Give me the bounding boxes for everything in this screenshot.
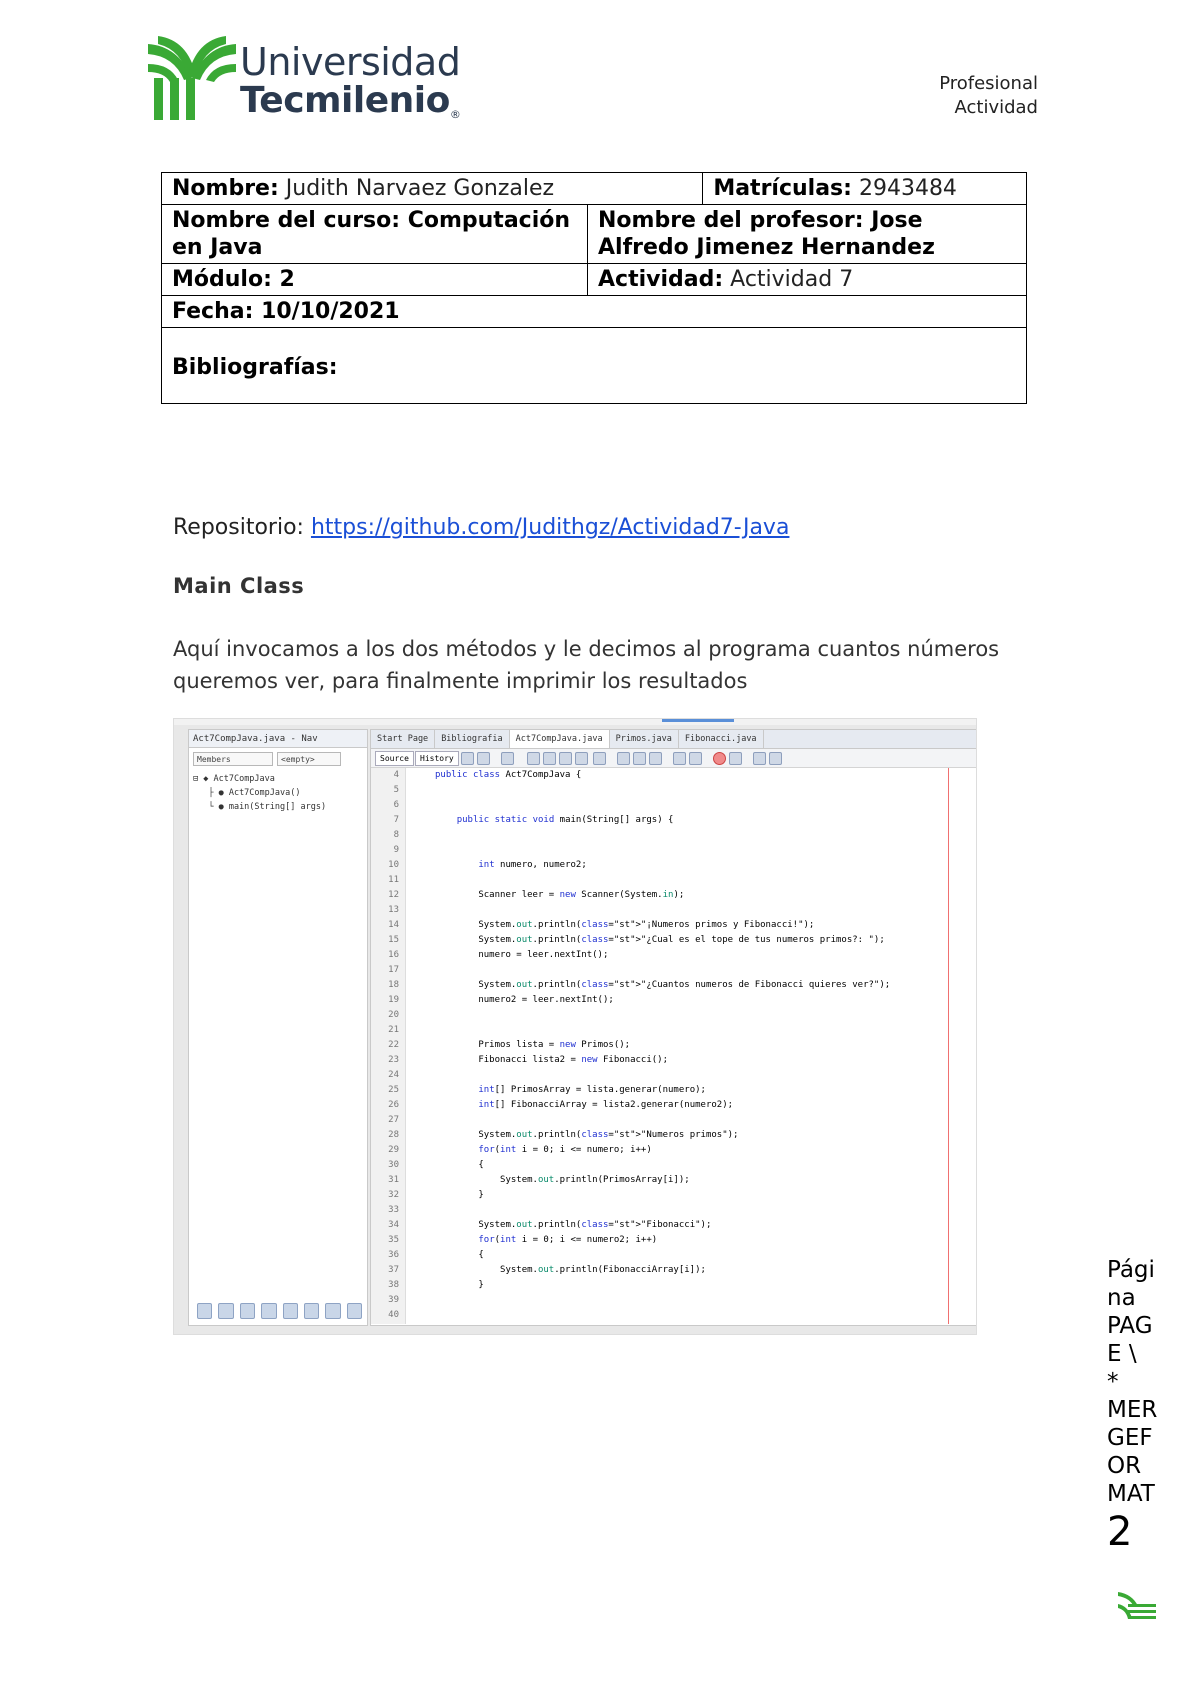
toolbar-icon[interactable] bbox=[633, 752, 646, 765]
nav-tool-icon[interactable] bbox=[283, 1303, 298, 1319]
line-number: 36 bbox=[388, 1250, 399, 1260]
toolbar-icon[interactable] bbox=[593, 752, 606, 765]
nav-tool-icon[interactable] bbox=[261, 1303, 276, 1319]
code-line bbox=[371, 918, 977, 933]
toolbar-icon[interactable] bbox=[501, 752, 514, 765]
line-number: 10 bbox=[388, 860, 399, 870]
code-line bbox=[371, 1023, 977, 1038]
history-button[interactable]: History bbox=[415, 751, 459, 766]
nombre-cell: Nombre: Judith Narvaez Gonzalez bbox=[162, 173, 703, 205]
code-line bbox=[371, 933, 977, 948]
line-number: 25 bbox=[388, 1085, 399, 1095]
code-line bbox=[371, 1113, 977, 1128]
code-text: System.out.println(PrimosArray[i]); bbox=[435, 1175, 690, 1185]
line-number: 38 bbox=[388, 1280, 399, 1290]
code-line bbox=[371, 798, 977, 813]
code-text: numero = leer.nextInt(); bbox=[435, 950, 609, 960]
line-number: 14 bbox=[388, 920, 399, 930]
navigator-tab[interactable]: Act7CompJava.java - Nav bbox=[189, 730, 367, 748]
line-number: 32 bbox=[388, 1190, 399, 1200]
code-line bbox=[371, 1128, 977, 1143]
line-number: 11 bbox=[388, 875, 399, 885]
code-line bbox=[371, 1188, 977, 1203]
toolbar-icon[interactable] bbox=[559, 752, 572, 765]
code-line bbox=[371, 1038, 977, 1053]
code-text: System.out.println(class="st">"Fibonacci"); bbox=[435, 1220, 712, 1230]
code-line bbox=[371, 1053, 977, 1068]
toolbar-icon[interactable] bbox=[575, 752, 588, 765]
page-field-line: E \ bbox=[1107, 1341, 1137, 1367]
filter-combo[interactable]: <empty> bbox=[277, 752, 341, 766]
code-text: System.out.println(class="st">"¿Cuantos numeros de Fibonacci quieres ver?"); bbox=[435, 980, 891, 990]
code-line bbox=[371, 1158, 977, 1173]
toolbar-icon[interactable] bbox=[461, 752, 474, 765]
code-text: public static void main(String[] args) { bbox=[456, 815, 674, 825]
code-line bbox=[371, 873, 977, 888]
line-number: 13 bbox=[388, 905, 399, 915]
page-field-line: GEF bbox=[1107, 1425, 1153, 1451]
nav-tool-icon[interactable] bbox=[347, 1303, 362, 1319]
line-number: 4 bbox=[393, 770, 399, 780]
page-field-line: * bbox=[1107, 1369, 1119, 1395]
code-line bbox=[371, 1098, 977, 1113]
actividad-cell: Actividad: Actividad 7 bbox=[588, 264, 1027, 296]
repo-link[interactable]: https://github.com/Judithgz/Actividad7-Java bbox=[310, 515, 790, 540]
footer-logo-icon bbox=[1118, 1588, 1156, 1626]
code-text: System.out.println(class="st">"¿Cual es el tope de tus numeros primos?: "); bbox=[435, 935, 885, 945]
line-number: 24 bbox=[388, 1070, 399, 1080]
code-text: int[] FibonacciArray = lista2.generar(numero2); bbox=[478, 1100, 734, 1110]
page-field-line: OR bbox=[1107, 1453, 1142, 1479]
members-combo[interactable]: Members bbox=[193, 752, 273, 766]
line-number: 21 bbox=[388, 1025, 399, 1035]
code-text: for(int i = 0; i <= numero; i++) bbox=[478, 1145, 652, 1155]
line-number: 23 bbox=[388, 1055, 399, 1065]
code-line bbox=[371, 843, 977, 858]
line-number: 30 bbox=[388, 1160, 399, 1170]
ide-screenshot bbox=[173, 718, 977, 1335]
toolbar-icon[interactable] bbox=[769, 752, 782, 765]
modulo-cell: Módulo: 2 bbox=[162, 264, 588, 296]
code-text: } bbox=[435, 1190, 484, 1200]
code-line bbox=[371, 1278, 977, 1293]
code-text: System.out.println(class="st">"Numeros primos"); bbox=[435, 1130, 739, 1140]
line-number: 28 bbox=[388, 1130, 399, 1140]
code-line bbox=[371, 1143, 977, 1158]
tree-item-class[interactable]: ⊟ ◆ Act7CompJava bbox=[193, 774, 275, 784]
line-number: 15 bbox=[388, 935, 399, 945]
toolbar-icon[interactable] bbox=[689, 752, 702, 765]
code-line bbox=[371, 1008, 977, 1023]
header-profesional: Profesional bbox=[939, 73, 1038, 94]
nav-tool-icon[interactable] bbox=[325, 1303, 340, 1319]
code-text: Fibonacci lista2 = new Fibonacci(); bbox=[435, 1055, 669, 1065]
university-logo bbox=[148, 34, 478, 124]
record-icon[interactable] bbox=[713, 752, 726, 765]
code-text: int[] PrimosArray = lista.generar(numero); bbox=[478, 1085, 706, 1095]
page-field-line: MER bbox=[1107, 1397, 1158, 1423]
code-line bbox=[371, 1233, 977, 1248]
line-number: 8 bbox=[393, 830, 399, 840]
toolbar-icon[interactable] bbox=[649, 752, 662, 765]
line-number: 18 bbox=[388, 980, 399, 990]
toolbar-icon[interactable] bbox=[753, 752, 766, 765]
line-number: 27 bbox=[388, 1115, 399, 1125]
logo-text-tecmilenio: Tecmilenio® bbox=[240, 80, 461, 121]
line-number: 22 bbox=[388, 1040, 399, 1050]
line-number: 20 bbox=[388, 1010, 399, 1020]
nav-tool-icon[interactable] bbox=[304, 1303, 319, 1319]
code-text: Primos lista = new Primos(); bbox=[435, 1040, 631, 1050]
code-line bbox=[371, 1203, 977, 1218]
ide-topbar-accent bbox=[662, 719, 734, 722]
line-number: 34 bbox=[388, 1220, 399, 1230]
code-line bbox=[371, 1308, 977, 1323]
line-number: 40 bbox=[388, 1310, 399, 1320]
code-line bbox=[371, 783, 977, 798]
navigator-toolbar bbox=[197, 1303, 362, 1319]
ide-side-strip bbox=[174, 729, 186, 809]
line-number: 16 bbox=[388, 950, 399, 960]
stop-icon[interactable] bbox=[729, 752, 742, 765]
tab-bibliografia[interactable]: Bibliografia bbox=[435, 730, 509, 748]
source-code[interactable] bbox=[371, 768, 977, 1323]
class-tree bbox=[193, 772, 326, 814]
code-line bbox=[371, 828, 977, 843]
line-number: 33 bbox=[388, 1205, 399, 1215]
nav-tool-icon[interactable] bbox=[197, 1303, 212, 1319]
code-line bbox=[371, 858, 977, 873]
repo-label: Repositorio: bbox=[173, 515, 311, 540]
code-line bbox=[371, 978, 977, 993]
page-field-line: MAT bbox=[1107, 1481, 1155, 1507]
student-info-table bbox=[161, 172, 1027, 404]
toolbar-icon[interactable] bbox=[673, 752, 686, 765]
nav-tool-icon[interactable] bbox=[218, 1303, 233, 1319]
page-number-field-text bbox=[1107, 1256, 1167, 1508]
code-editor bbox=[370, 729, 977, 1326]
line-number: 7 bbox=[393, 815, 399, 825]
tree-item-constructor[interactable]: ├ ● Act7CompJava() bbox=[193, 788, 301, 798]
line-number: 5 bbox=[393, 785, 399, 795]
code-text: Scanner leer = new Scanner(System.in); bbox=[435, 890, 685, 900]
header-actividad: Actividad bbox=[954, 97, 1038, 118]
line-number: 12 bbox=[388, 890, 399, 900]
code-line bbox=[371, 1068, 977, 1083]
profesor-cell: Nombre del profesor: Jose Alfredo Jimenez Hernandez bbox=[588, 205, 1027, 264]
search-icon[interactable] bbox=[527, 752, 540, 765]
ide-topbar bbox=[174, 719, 976, 725]
code-line bbox=[371, 888, 977, 903]
tecmilenio-leaf-icon bbox=[148, 34, 236, 124]
page-number-field bbox=[1107, 1256, 1167, 1556]
line-number: 39 bbox=[388, 1295, 399, 1305]
page-field-line: na bbox=[1107, 1285, 1136, 1311]
description-paragraph: Aquí invocamos a los dos métodos y le decimos al programa cuantos números queremos ver, para finalmente imprimir los resultados bbox=[173, 637, 1000, 693]
code-line bbox=[371, 1218, 977, 1233]
page-number: 2 bbox=[1107, 1509, 1133, 1555]
main-class-heading: Main Class bbox=[173, 574, 305, 598]
line-number: 6 bbox=[393, 800, 399, 810]
page-field-line: Pági bbox=[1107, 1257, 1155, 1283]
code-text: System.out.println(FibonacciArray[i]); bbox=[435, 1265, 706, 1275]
code-line bbox=[371, 768, 977, 783]
tree-item-main[interactable]: └ ● main(String[] args) bbox=[193, 802, 327, 812]
code-text: } bbox=[435, 1280, 484, 1290]
tab-fibonacci[interactable]: Fibonacci.java bbox=[679, 730, 764, 748]
editor-toolbar bbox=[371, 749, 977, 768]
logo-text-universidad: Universidad bbox=[240, 40, 461, 84]
code-line bbox=[371, 963, 977, 978]
line-number: 19 bbox=[388, 995, 399, 1005]
line-number: 37 bbox=[388, 1265, 399, 1275]
code-text: numero2 = leer.nextInt(); bbox=[435, 995, 614, 1005]
source-button[interactable]: Source bbox=[375, 751, 414, 766]
tab-act7compjava[interactable]: Act7CompJava.java bbox=[510, 730, 610, 748]
line-number: 17 bbox=[388, 965, 399, 975]
code-line bbox=[371, 813, 977, 828]
toolbar-icon[interactable] bbox=[477, 752, 490, 765]
code-line bbox=[371, 993, 977, 1008]
code-line bbox=[371, 1248, 977, 1263]
code-line bbox=[371, 1173, 977, 1188]
line-number: 35 bbox=[388, 1235, 399, 1245]
toolbar-icon[interactable] bbox=[617, 752, 630, 765]
bibliografias-cell: Bibliografías: bbox=[162, 328, 1027, 404]
matriculas-cell: Matrículas: 2943484 bbox=[703, 173, 1027, 205]
page-field-line: PAG bbox=[1107, 1313, 1153, 1339]
code-text: System.out.println(class="st">"¡Numeros primos y Fibonacci!"); bbox=[435, 920, 815, 930]
fecha-cell: Fecha: 10/10/2021 bbox=[162, 296, 1027, 328]
editor-tabs bbox=[371, 730, 977, 749]
navigator-pane bbox=[188, 729, 368, 1326]
tab-start-page[interactable]: Start Page bbox=[371, 730, 435, 748]
code-text: for(int i = 0; i <= numero2; i++) bbox=[478, 1235, 658, 1245]
code-text: int numero, numero2; bbox=[478, 860, 587, 870]
code-line bbox=[371, 948, 977, 963]
code-text: { bbox=[435, 1250, 484, 1260]
code-line bbox=[371, 1263, 977, 1278]
toolbar-icon[interactable] bbox=[543, 752, 556, 765]
tab-primos[interactable]: Primos.java bbox=[610, 730, 679, 748]
code-text: public class Act7CompJava { bbox=[435, 770, 582, 780]
code-line bbox=[371, 1083, 977, 1098]
repository-line bbox=[173, 515, 789, 540]
header-right bbox=[939, 72, 1038, 120]
line-number: 9 bbox=[393, 845, 399, 855]
line-number: 31 bbox=[388, 1175, 399, 1185]
line-number: 29 bbox=[388, 1145, 399, 1155]
nav-tool-icon[interactable] bbox=[240, 1303, 255, 1319]
line-number: 26 bbox=[388, 1100, 399, 1110]
code-line bbox=[371, 1293, 977, 1308]
curso-cell: Nombre del curso: Computación en Java bbox=[162, 205, 588, 264]
code-line bbox=[371, 903, 977, 918]
code-text: { bbox=[435, 1160, 484, 1170]
